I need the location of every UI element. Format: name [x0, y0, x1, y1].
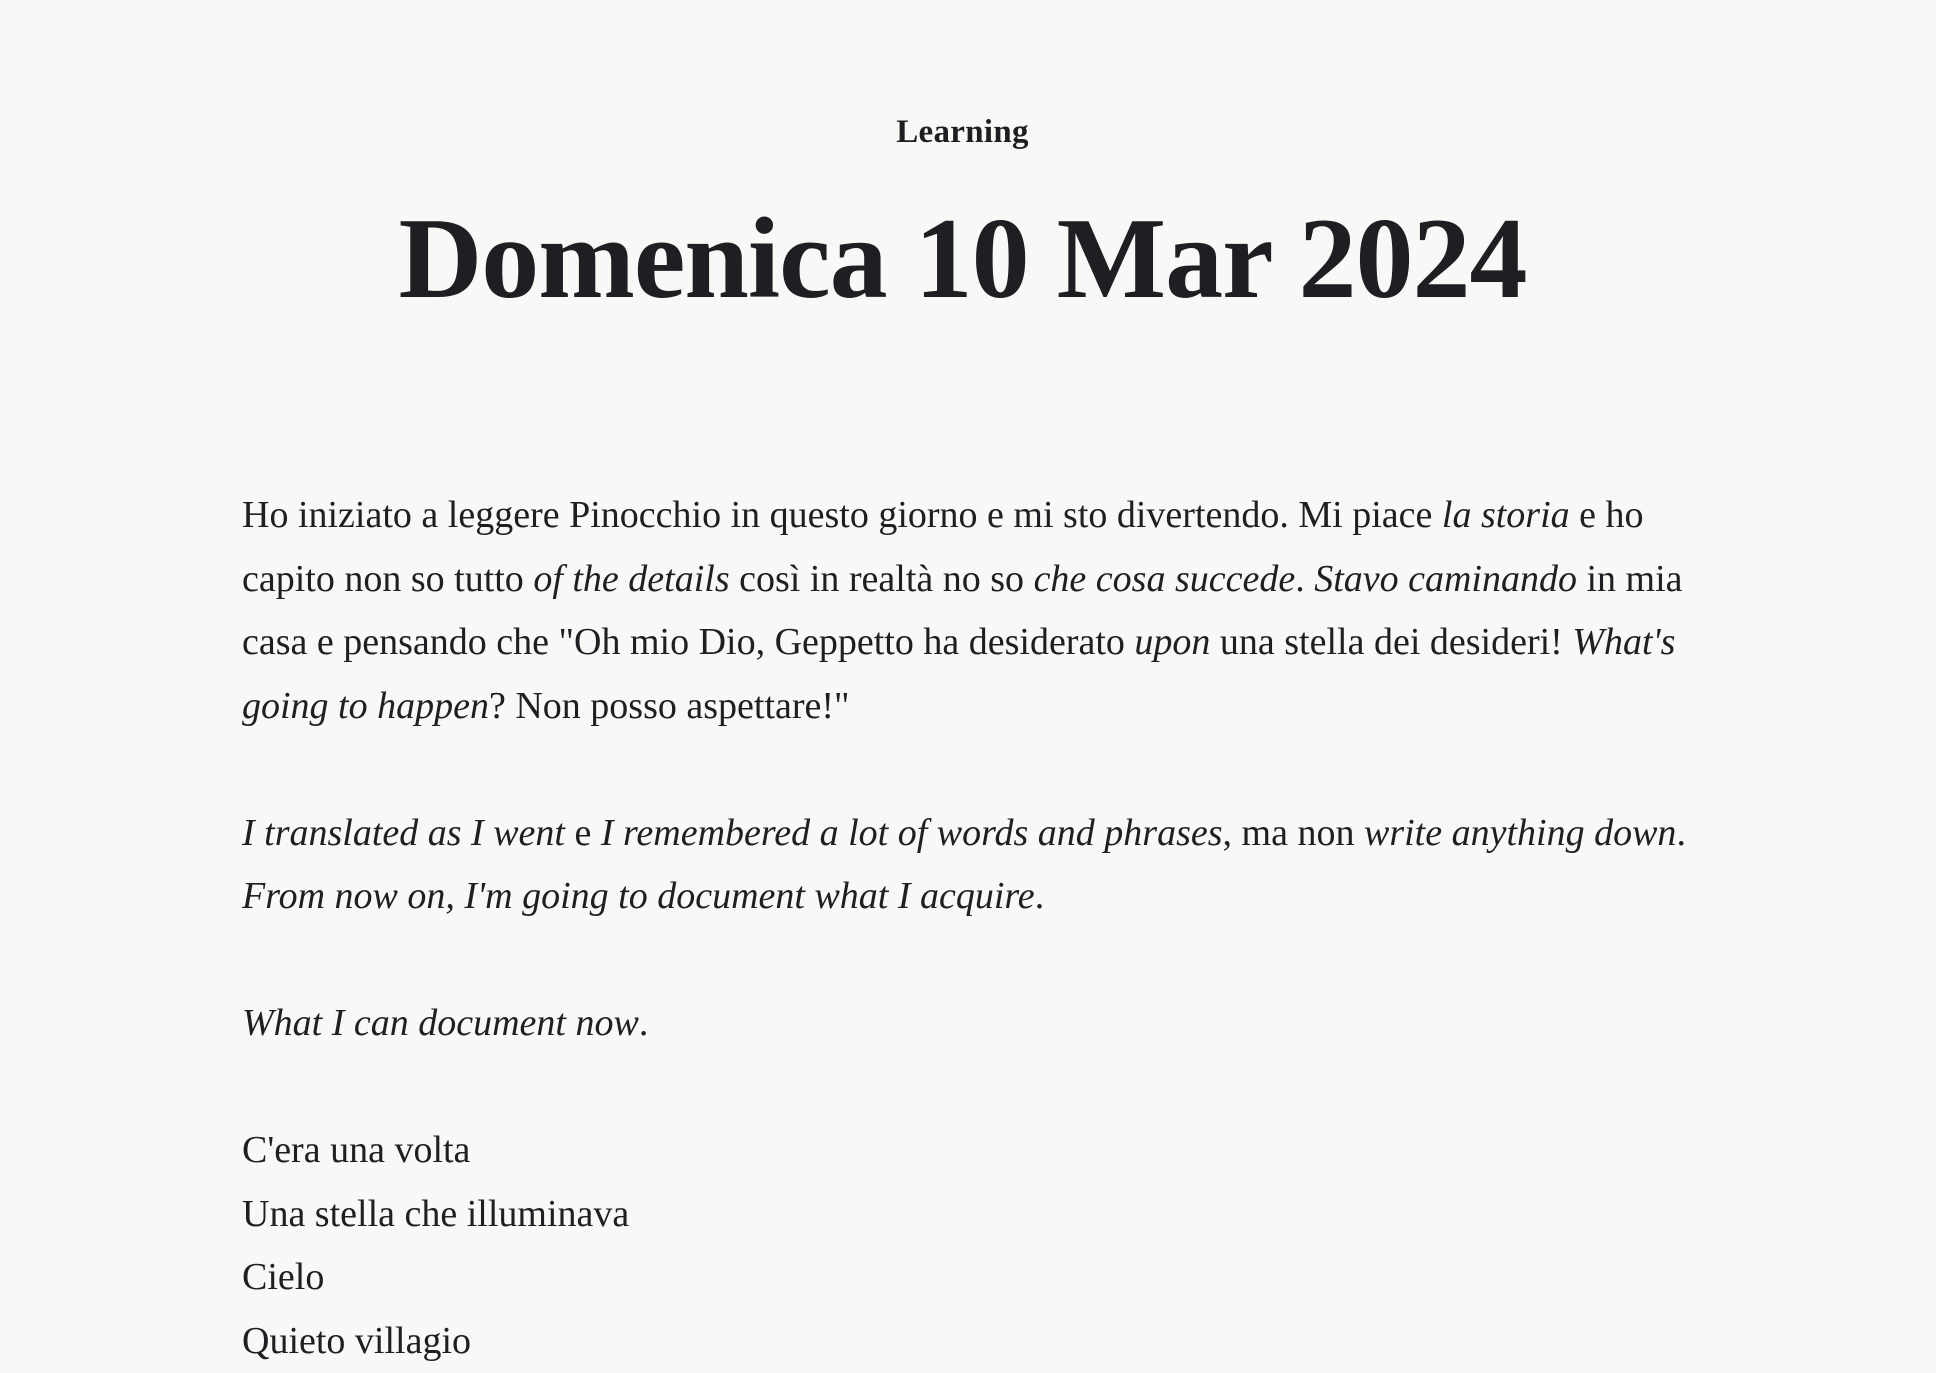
text-segment: , ma non — [1222, 811, 1364, 854]
post-title: Domenica 10 Mar 2024 — [398, 195, 1527, 323]
italic-segment: of the details — [533, 557, 730, 600]
paragraph-document-now — [242, 992, 1702, 1056]
text-segment: in mia casa e pensando che "Oh mio Dio, Geppetto ha desiderato — [242, 557, 1683, 663]
text-segment: una stella dei desideri! — [1210, 621, 1573, 663]
phrase-line: Cielo — [242, 1256, 325, 1298]
italic-segment: la storia — [1441, 494, 1570, 536]
paragraph-translation — [242, 802, 1702, 929]
text-segment: e ho capito non so tutto — [242, 494, 1644, 600]
category-link[interactable]: Learning — [896, 114, 1029, 150]
text-segment: . — [1676, 811, 1686, 854]
text-segment: così in realtà no so — [729, 557, 1034, 600]
italic-segment: I remembered a lot of words and phrases — [600, 811, 1223, 854]
italic-segment: upon — [1134, 621, 1211, 663]
phrase-line: C'era una volta — [242, 1129, 471, 1171]
phrase-line: Una stella che illuminava — [242, 1192, 630, 1235]
italic-segment: write anything down — [1363, 811, 1677, 854]
text-segment: e — [564, 811, 601, 854]
text-segment: . — [638, 1002, 649, 1044]
text-segment: . — [1034, 875, 1045, 917]
paragraph-intro — [242, 484, 1702, 738]
italic-segment: Stavo caminando — [1314, 557, 1577, 600]
italic-segment: che cosa succede — [1033, 557, 1296, 600]
phrase-list — [242, 1119, 1702, 1373]
italic-segment: What I can document now — [242, 1002, 639, 1044]
italic-segment: From now on, I'm going to document what I acquire — [242, 875, 1035, 917]
phrase-line: Quieto villagio — [242, 1319, 472, 1362]
text-segment: ? Non posso aspettare!" — [488, 684, 850, 727]
text-segment: . — [1295, 557, 1315, 600]
italic-segment: I translated as I went — [242, 811, 565, 854]
italic-segment: What's going to happen — [242, 621, 1676, 727]
post-content — [242, 484, 1702, 1373]
text-segment: Ho iniziato a leggere Pinocchio in questo giorno e mi sto divertendo. Mi piace — [242, 494, 1442, 536]
